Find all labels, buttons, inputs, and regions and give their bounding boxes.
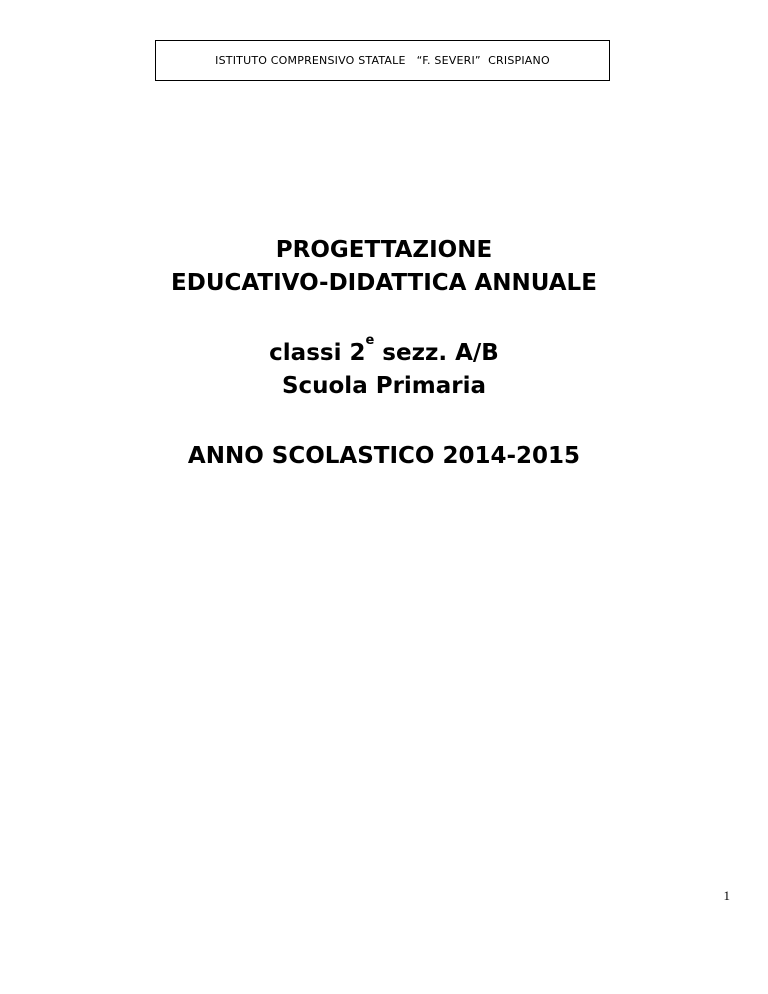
class-suffix: sezz. A/B (374, 340, 499, 366)
page-number: 1 (723, 888, 730, 903)
class-superscript: e (365, 333, 375, 348)
school-year-block (0, 440, 768, 473)
class-prefix: classi 2 (269, 340, 366, 366)
school-year: ANNO SCOLASTICO 2014-2015 (187, 443, 581, 469)
school-type: Scuola Primaria (281, 373, 487, 399)
title-line-2: EDUCATIVO-DIDATTICA ANNUALE (171, 270, 597, 296)
document-title (0, 234, 768, 300)
class-info (0, 333, 768, 403)
header-box (155, 40, 610, 81)
class-line (0, 333, 768, 370)
institute-name: ISTITUTO COMPRENSIVO STATALE “F. SEVERI” CRISPIANO (215, 54, 550, 67)
title-line-1: PROGETTAZIONE (275, 237, 493, 263)
